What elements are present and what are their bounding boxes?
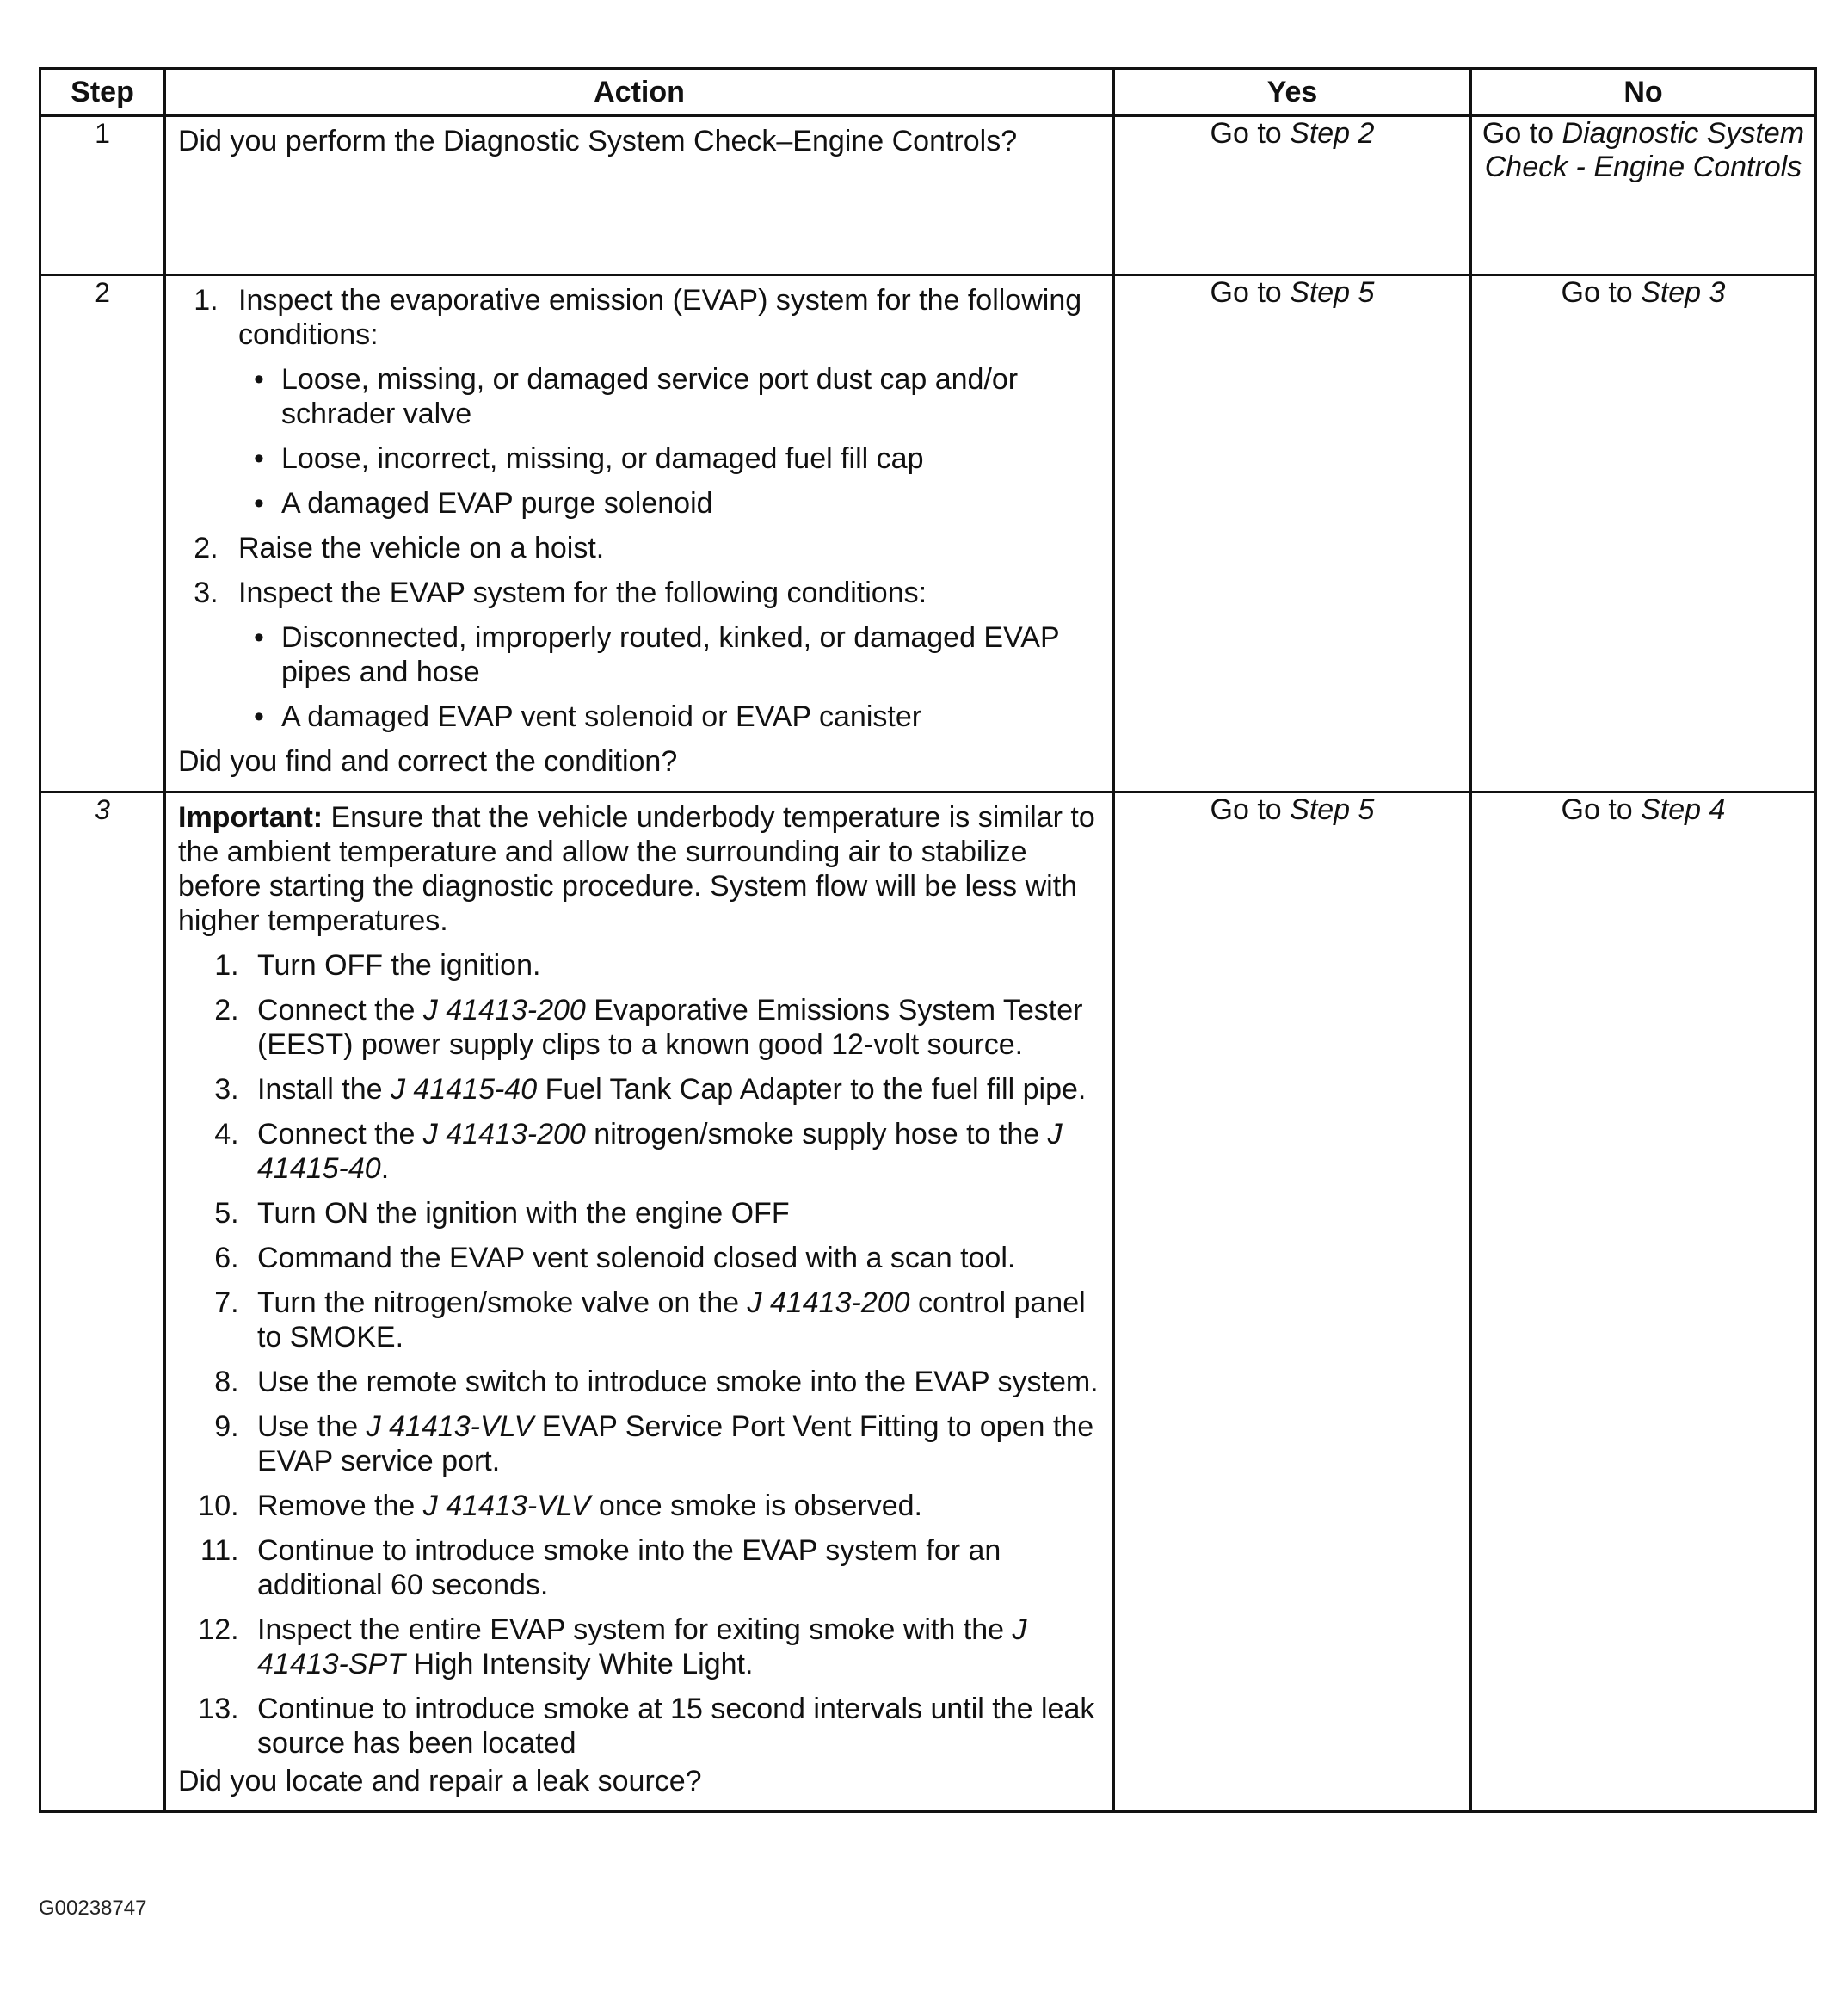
table-row xyxy=(40,275,1816,792)
header-no: No xyxy=(1471,69,1816,116)
procedure-item xyxy=(226,283,1100,521)
procedure-item xyxy=(247,1613,1100,1681)
procedure-item xyxy=(247,1286,1100,1354)
procedure-text: Command the EVAP vent solenoid closed with a scan tool. xyxy=(257,1242,1016,1274)
tool-reference: J 41413-200 xyxy=(422,994,586,1027)
step-question: Did you perform the Diagnostic System Check–Engine Controls? xyxy=(178,125,1018,157)
procedure-list xyxy=(178,283,1100,734)
procedure-text: Connect the xyxy=(257,994,423,1027)
tool-reference: J 41413-VLV xyxy=(366,1410,534,1443)
no-cell xyxy=(1471,116,1816,275)
procedure-text: Turn the nitrogen/smoke valve on the xyxy=(257,1286,748,1319)
yes-step-link[interactable]: Step 5 xyxy=(1290,276,1375,309)
procedure-text: EVAP Service Port Vent Fitting to open the EVAP service port. xyxy=(257,1410,1094,1477)
procedure-item xyxy=(226,531,1100,565)
no-cell xyxy=(1471,792,1816,1812)
tool-reference: J 41413-200 xyxy=(747,1286,910,1319)
header-step: Step xyxy=(40,69,165,116)
procedure-item xyxy=(247,948,1100,983)
tool-reference: J 41413-VLV xyxy=(422,1489,591,1522)
step-number: 3 xyxy=(40,792,165,1812)
procedure-item xyxy=(247,1409,1100,1478)
important-text: Ensure that the vehicle underbody temperature is similar to the ambient temperature and allow the surrounding air to stabilize before starting the diagnostic procedure. System flow will be less with higher temperatures. xyxy=(178,801,1095,937)
yes-prefix: Go to xyxy=(1210,276,1291,309)
procedure-text: Continue to introduce smoke into the EVAP system for an additional 60 seconds. xyxy=(257,1534,1001,1601)
procedure-text: Turn OFF the ignition. xyxy=(257,949,541,982)
yes-cell xyxy=(1114,116,1471,275)
condition-item: • A damaged EVAP purge solenoid xyxy=(281,486,1100,521)
procedure-text: Inspect the evaporative emission (EVAP) system for the following conditions: xyxy=(238,284,1082,351)
tool-reference: J 41415-40 xyxy=(390,1073,538,1106)
yes-prefix: Go to xyxy=(1210,793,1291,826)
procedure-text: Install the xyxy=(257,1073,391,1106)
no-step-link[interactable]: Step 3 xyxy=(1641,276,1726,309)
procedure-list xyxy=(178,948,1100,1761)
procedure-item xyxy=(247,1533,1100,1602)
no-step-link[interactable]: Diagnostic System Check - Engine Controls xyxy=(1484,117,1805,183)
condition-item: • Loose, incorrect, missing, or damaged fuel fill cap xyxy=(281,441,1100,476)
header-yes: Yes xyxy=(1114,69,1471,116)
yes-cell xyxy=(1114,275,1471,792)
yes-step-link[interactable]: Step 5 xyxy=(1290,793,1375,826)
procedure-item xyxy=(247,993,1100,1062)
procedure-text: Inspect the EVAP system for the following conditions: xyxy=(238,577,927,609)
procedure-item xyxy=(247,1241,1100,1275)
header-action: Action xyxy=(165,69,1114,116)
procedure-text: Raise the vehicle on a hoist. xyxy=(238,532,605,564)
step-number: 2 xyxy=(40,275,165,792)
procedure-text: Turn ON the ignition with the engine OFF xyxy=(257,1197,790,1230)
procedure-item xyxy=(247,1365,1100,1399)
no-prefix: Go to xyxy=(1481,117,1562,150)
condition-item: • Disconnected, improperly routed, kinked, or damaged EVAP pipes and hose xyxy=(281,620,1100,689)
procedure-item xyxy=(226,576,1100,734)
table-row xyxy=(40,116,1816,275)
procedure-text: control panel to SMOKE. xyxy=(257,1286,1086,1354)
condition-list xyxy=(238,362,1100,521)
procedure-text: Remove the xyxy=(257,1489,423,1522)
procedure-text: Use the remote switch to introduce smoke into the EVAP system. xyxy=(257,1366,1099,1398)
yes-step-link[interactable]: Step 2 xyxy=(1290,117,1375,150)
diagnostic-table xyxy=(39,67,1817,1813)
important-note xyxy=(178,800,1100,938)
procedure-text: Inspect the entire EVAP system for exiting smoke with the xyxy=(257,1613,1013,1646)
no-step-link[interactable]: Step 4 xyxy=(1641,793,1726,826)
important-label: Important: xyxy=(178,801,323,834)
step-question: Did you locate and repair a leak source? xyxy=(178,1765,702,1798)
procedure-item xyxy=(247,1489,1100,1523)
step-question: Did you find and correct the condition? xyxy=(178,745,678,778)
action-cell xyxy=(165,116,1114,275)
table-row xyxy=(40,792,1816,1812)
tool-reference: J 41413-SPT xyxy=(257,1613,1027,1681)
yes-prefix: Go to xyxy=(1210,117,1291,150)
no-cell xyxy=(1471,275,1816,792)
tool-reference: J 41415-40 xyxy=(257,1118,1063,1185)
tool-reference: J 41413-200 xyxy=(422,1118,586,1150)
procedure-text: Continue to introduce smoke at 15 second intervals until the leak source has been located xyxy=(257,1693,1095,1760)
procedure-text: nitrogen/smoke supply hose to the xyxy=(585,1118,1048,1150)
procedure-item xyxy=(247,1692,1100,1761)
procedure-text: High Intensity White Light. xyxy=(405,1648,754,1681)
procedure-text: Use the xyxy=(257,1410,367,1443)
header-row xyxy=(40,69,1816,116)
action-cell xyxy=(165,792,1114,1812)
procedure-item xyxy=(247,1072,1100,1107)
procedure-item xyxy=(247,1117,1100,1186)
condition-item: • Loose, missing, or damaged service port dust cap and/or schrader valve xyxy=(281,362,1100,431)
action-cell xyxy=(165,275,1114,792)
procedure-text: Connect the xyxy=(257,1118,423,1150)
no-prefix: Go to xyxy=(1561,276,1642,309)
no-prefix: Go to xyxy=(1561,793,1642,826)
procedure-text: Fuel Tank Cap Adapter to the fuel fill pipe. xyxy=(537,1073,1087,1106)
yes-cell xyxy=(1114,792,1471,1812)
figure-id: G00238747 xyxy=(39,1896,147,1920)
procedure-text: . xyxy=(380,1152,390,1185)
step-number: 1 xyxy=(40,116,165,275)
procedure-text: Evaporative Emissions System Tester (EEST) power supply clips to a known good 12-volt source. xyxy=(257,994,1083,1061)
condition-item: • A damaged EVAP vent solenoid or EVAP canister xyxy=(281,700,1100,734)
condition-list xyxy=(238,620,1100,734)
procedure-text: once smoke is observed. xyxy=(590,1489,922,1522)
procedure-item xyxy=(247,1196,1100,1230)
